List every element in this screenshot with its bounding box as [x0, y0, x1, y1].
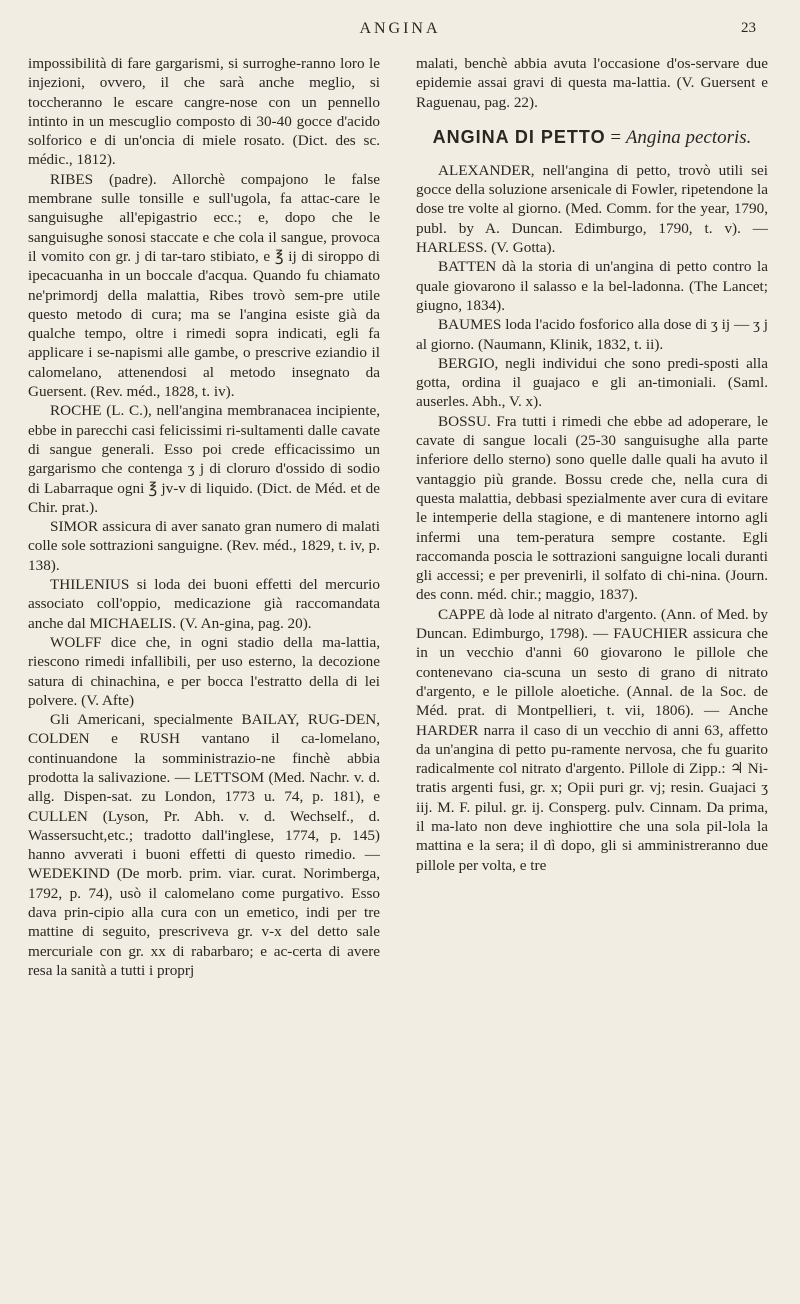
- page-header: [0, 0, 800, 46]
- paragraph-batten: BATTEN dà la storia di un'angina di petto contro la quale giovarono il salasso e la bel-ladonna. (The Lancet; giugno, 1834).: [416, 258, 768, 314]
- running-head: ANGINA: [359, 20, 441, 37]
- paragraph-roche: ROCHE (L. C.), nell'angina membranacea incipiente, ebbe in parecchi casi felicissimi ri-sultamenti dalle cavate di sangue generali. Esso poi crede efficacissimo un gargarismo che contenga ʒ j di clorurо d'ossido di sodio di Labarraque ogni ℥ jv-v di liquido. (Dict. de Méd. et de Chir. prat.).: [28, 402, 380, 516]
- paragraph-bossu: BOSSU. Fra tutti i rimedi che ebbe ad adoperare, le cavate di sangue locali (25-30 sanguisughe alla parte inferiore dello sterno) sono quelle dalle quali ha avuto il vantaggio più grande. Bossu crede che, nella cura di questa malattia, debbasi spezialmente aver cura di evitare le intemperie della stagione, e di mantenere intorno agli infermi una tem-peratura sempre costante. Egli raccomanda poscia le sottrazioni sanguigne locali duranti gli accessi; e per prevenirli, il solfato di chi-nina. (Journ. des conn. méd. chir.; maggio, 1837).: [416, 412, 768, 604]
- paragraph-continued: malati, benchè abbia avuta l'occasione d'os-servare due epidemie assai gravi di questa ma-lattia. (V. Guersent e Raguenau, pag. 22).: [416, 55, 768, 111]
- section-heading-main: ANGINA DI PETTO: [432, 126, 606, 147]
- paragraph-alexander: ALEXANDER, nell'angina di petto, trovò utili sei gocce della soluzione arsenicale di Fowler, ripetendone la dose tre volte al giorno. (Med. Comm. for the year, 1790, publ. by A. Duncan. Edimburgo, 1790, t. v). — HARLESS. (V. Gotta).: [416, 161, 768, 257]
- section-heading-latin: Angina pectoris.: [625, 126, 752, 148]
- paragraph-bergio: BERGIO, negli individui che sono predi-sposti alla gotta, ordina il guajaco e gli an-timoniali. (Saml. auserles. Abh., V. x).: [416, 354, 768, 411]
- paragraph-cappe: CAPPE dà lode al nitrato d'argento. (Ann. of Med. by Duncan. Edimburgo, 1798). — FAUCHIER assicura che in un vecchio d'anni 60 giovarono le pillole che contenevano cia-scuna un sesto di grano di nitrato d'argento, e le pillole aloetiche. (Annal. de la Soc. de Méd. prat. di Montpellieri, t. vii, 1806). — Anche HARDER narra il caso di un vecchio di anni 63, affetto da un'angina di petto pu-ramente nervosa, che fu guarito radicalmente col nitrato d'argento. Pillole di Zipp.: ♃ Ni-tratis argenti fusi, gr. x; Opii puri gr. vj; resin. Guajaci ʒ iij. M. F. pilul. gr. ij. Consperg. pulv. Cinnam. Da prima, il ma-lato non deve inghiottire che una sola pil-lola la mattina e la sera; il dì dopo, gli si amministreranno due pillole per volta, e tre: [416, 605, 768, 874]
- paragraph-ribes: RIBES (padre). Allorchè compajono le false membrane sulle tonsille e sull'ugola, fa attac-care le sanguisughe all'epigastrio ecc.; e, dopo che le sanguisughe sonosi staccate e che cola il sangue, provoca il vomito con gr. j di tar-taro stibiato, e ℥ ij di siroppo di ipecacuanha in un boccale d'acqua. Quando fu chiamato ne'primordj della malattia, Ribes trovò sem-pre utile questo metodo di cura; ma se l'angina esiste già da qualche tempo, oltre i rimedi sopra indicati, egli fa applicare i se-napismi alle gambe, o prescrive eziandio il calomelano, attenendosi al metodo insegnato da Guersent. (Rev. méd., 1828, t. iv).: [28, 170, 380, 401]
- section-heading: [416, 124, 768, 151]
- page-number: 23: [741, 20, 756, 36]
- paragraph-simor: SIMOR assicura di aver sanato gran numero di malati colle sole sottrazioni sanguigne. (Rev. méd., 1829, t. iv, p. 138).: [28, 518, 380, 574]
- right-column: [416, 54, 768, 875]
- paragraph: impossibilità di fare gargarismi, si surroghe-ranno loro le injezioni, ovvero, il che sarà anche meglio, si toccheranno le escare cangre-nose con un pennello intinto in un mescuglio composto di 30-40 gocce d'acido solforico e di un'oncia di miele rosato. (Dict. des sc. médic., 1812).: [28, 55, 380, 169]
- paragraph-baumes: BAUMES loda l'acido fosforico alla dose di ʒ ij — ʒ j al giorno. (Naumann, Klinik, 1832, t. ii).: [416, 316, 768, 353]
- paragraph-americani: Gli Americani, specialmente BAILAY, RUG-DEN, COLDEN e RUSH vantano il ca-lomelano, continuandone la somministrazio-ne finchè abbia prodotta la salivazione. — LETTSOM (Med. Nachr. v. d. allg. Dispen-sat. zu London, 1773 u. 74, p. 181), e CULLEN (Lyson, Pr. Abh. v. d. Wechself., d. Wassersucht,etc.; tradotto dall'inglese, 1774, p. 145) hanno avverati i buoni effetti di questo rimedio. — WEDEKIND (De morb. prim. viar. curat. Norimberga, 1792, p. 74), usò il calomelano come purgativo. Esso dava prin-cipio alla cura con un emetico, indi per tre mattine di seguito, prescriveva gr. v-x del detto sale mercuriale con gr. xx di rabarbaro; e ac-certa di avere resa la sanità a tutti i proprj: [28, 711, 380, 979]
- paragraph-thilenius: THILENIUS si loda dei buoni effetti del mercurio associato coll'oppio, medicazione già raccomandata anche dal MICHAELIS. (V. An-gina, pag. 20).: [28, 576, 380, 632]
- section-heading-equals: =: [605, 126, 626, 148]
- left-column: [28, 54, 380, 980]
- paragraph-wolff: WOLFF dice che, in ogni stadio della ma-lattia, riescono rimedi infallibili, per uso esterno, la decozione satura di chinachina, e per bocca l'estratto della di lei polvere. (V. Afte): [28, 633, 380, 709]
